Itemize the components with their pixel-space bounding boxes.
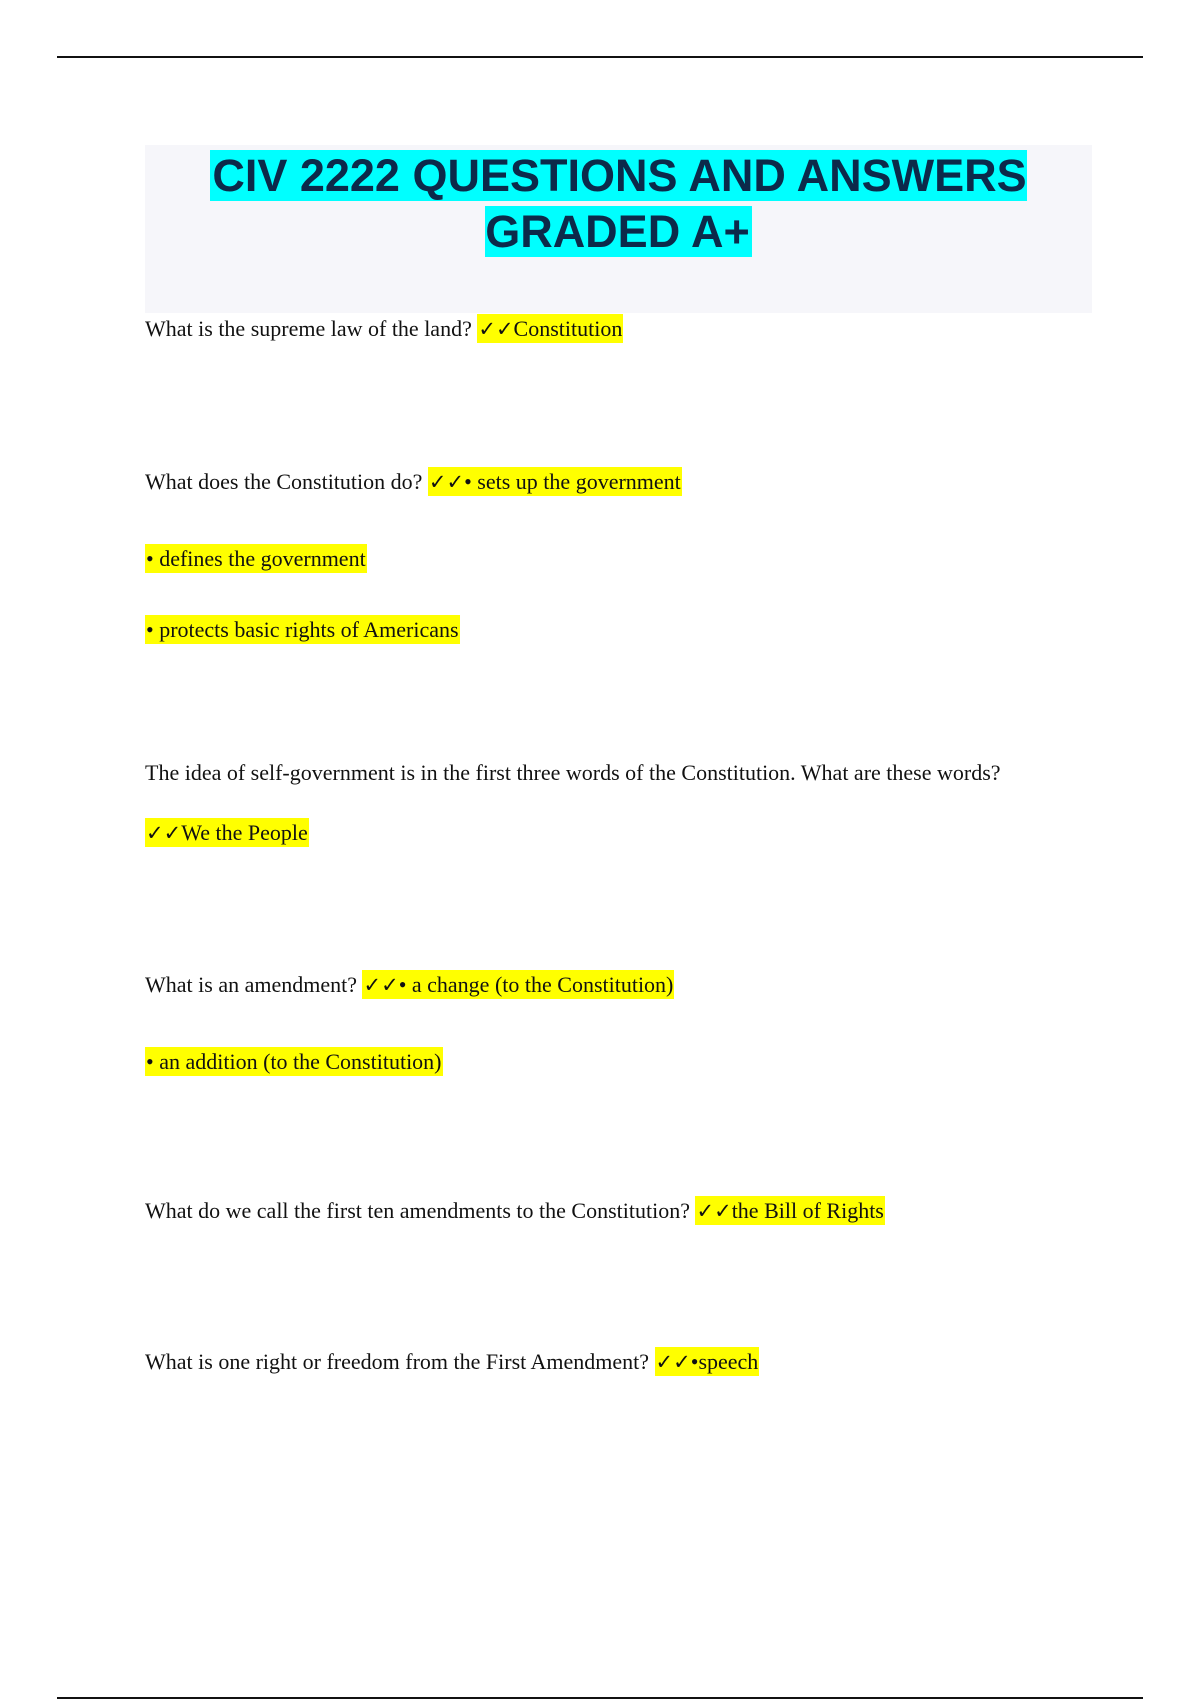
answer-highlight [695, 1196, 884, 1225]
answer-highlight: • defines the government [146, 546, 366, 571]
title-banner [145, 145, 1092, 313]
question-text: What is one right or freedom from the First Amendment? [145, 1349, 655, 1374]
answer-highlight [362, 970, 674, 999]
answer-highlight [655, 1347, 760, 1376]
qa-line-protects-rights [145, 615, 460, 645]
answer-text: •speech [690, 1349, 759, 1374]
check-icon: ✓✓ [696, 1199, 732, 1223]
check-icon: ✓✓ [428, 470, 465, 494]
document-title: CIV 2222 QUESTIONS AND ANSWERS GRADED A+ [212, 150, 1027, 257]
answer-text: Constitution [513, 316, 623, 341]
qa-line-defines-government [145, 544, 367, 574]
answer-highlight [145, 818, 309, 847]
answer-highlight: • an addition (to the Constitution) [146, 1049, 442, 1074]
check-icon: ✓✓ [363, 973, 399, 997]
question-text: The idea of self-government is in the first three words of the Constitution. What are these words? [145, 760, 1001, 785]
qa-line-supreme-law [145, 314, 623, 344]
check-icon: ✓✓ [146, 821, 182, 845]
answer-text: • a change (to the Constitution) [398, 972, 674, 997]
check-icon: ✓✓ [478, 317, 514, 341]
qa-line-amendment [145, 970, 674, 1000]
answer-highlight: • protects basic rights of Americans [146, 617, 459, 642]
answer-text: the Bill of Rights [731, 1198, 884, 1223]
qa-line-we-the-people [145, 818, 309, 848]
answer-highlight [428, 467, 682, 496]
answer-text: We the People [181, 820, 308, 845]
bottom-rule [57, 1697, 1143, 1699]
answer-text: • sets up the government [464, 469, 681, 494]
top-rule [57, 56, 1143, 58]
qa-line-constitution-do [145, 467, 682, 497]
question-text: What is an amendment? [145, 972, 363, 997]
question-text: What does the Constitution do? [145, 469, 428, 494]
qa-line-addition [145, 1047, 443, 1077]
qa-line-self-government [145, 758, 1001, 788]
qa-line-first-amendment [145, 1347, 759, 1377]
question-text: What do we call the first ten amendments to the Constitution? [145, 1198, 696, 1223]
question-text: What is the supreme law of the land? [145, 316, 478, 341]
qa-line-bill-of-rights [145, 1196, 885, 1226]
check-icon: ✓✓ [655, 1350, 691, 1374]
answer-highlight [477, 314, 623, 343]
